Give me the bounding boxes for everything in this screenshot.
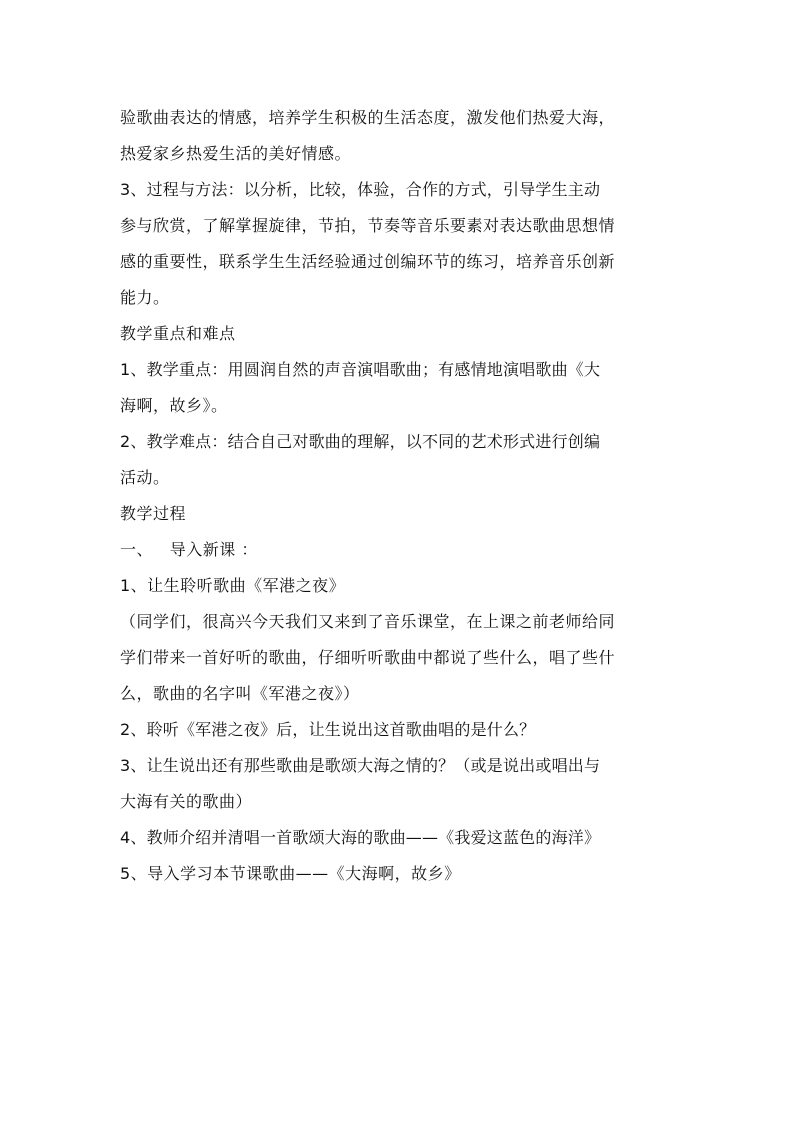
text-line: 3、过程与方法：以分析，比较，体验，合作的方式，引导学生主动 [120, 180, 601, 199]
text-line: 5、导入学习本节课歌曲——《大海啊，故乡》 [120, 864, 461, 883]
subsection-heading: 一、 导入新课 ： [120, 540, 258, 559]
text-line: 大海有关的歌曲） [120, 792, 253, 811]
text-line: （同学们，很高兴今天我们又来到了音乐课堂，在上课之前老师给同 [120, 612, 616, 631]
text-line: 2、聆听《军港之夜》后，让生说出这首歌曲唱的是什么？ [120, 720, 536, 739]
text-line: 4、教师介绍并清唱一首歌颂大海的歌曲——《我爱这蓝色的海洋》 [120, 828, 601, 847]
text-line: 热爱家乡热爱生活的美好情感。 [120, 144, 352, 163]
text-line: 能力。 [120, 288, 170, 307]
document-body [120, 100, 680, 892]
text-line: 参与欣赏，了解掌握旋律，节拍，节奏等音乐要素对表达歌曲思想情 [120, 216, 616, 235]
text-line: 活动。 [120, 468, 170, 487]
section-heading: 教学过程 [120, 504, 187, 523]
text-line: 1、让生聆听歌曲《军港之夜》 [120, 576, 346, 595]
text-line: 1、教学重点：用圆润自然的声音演唱歌曲；有感情地演唱歌曲《大 [120, 360, 601, 379]
text-line: 验歌曲表达的情感，培养学生积极的生活态度，激发他们热爱大海， [120, 108, 616, 127]
text-line: 海啊，故乡》。 [120, 396, 228, 415]
text-line: 学们带来一首好听的歌曲，仔细听听歌曲中都说了些什么，唱了些什 [120, 648, 616, 667]
text-line: 3、让生说出还有那些歌曲是歌颂大海之情的？（或是说出或唱出与 [120, 756, 601, 775]
text-line: 感的重要性，联系学生生活经验通过创编环节的练习，培养音乐创新 [120, 252, 616, 271]
section-heading: 教学重点和难点 [120, 324, 236, 343]
text-line: 么，歌曲的名字叫《军港之夜》） [120, 684, 360, 703]
text-line: 2、教学难点：结合自己对歌曲的理解，以不同的艺术形式进行创编 [120, 432, 601, 451]
